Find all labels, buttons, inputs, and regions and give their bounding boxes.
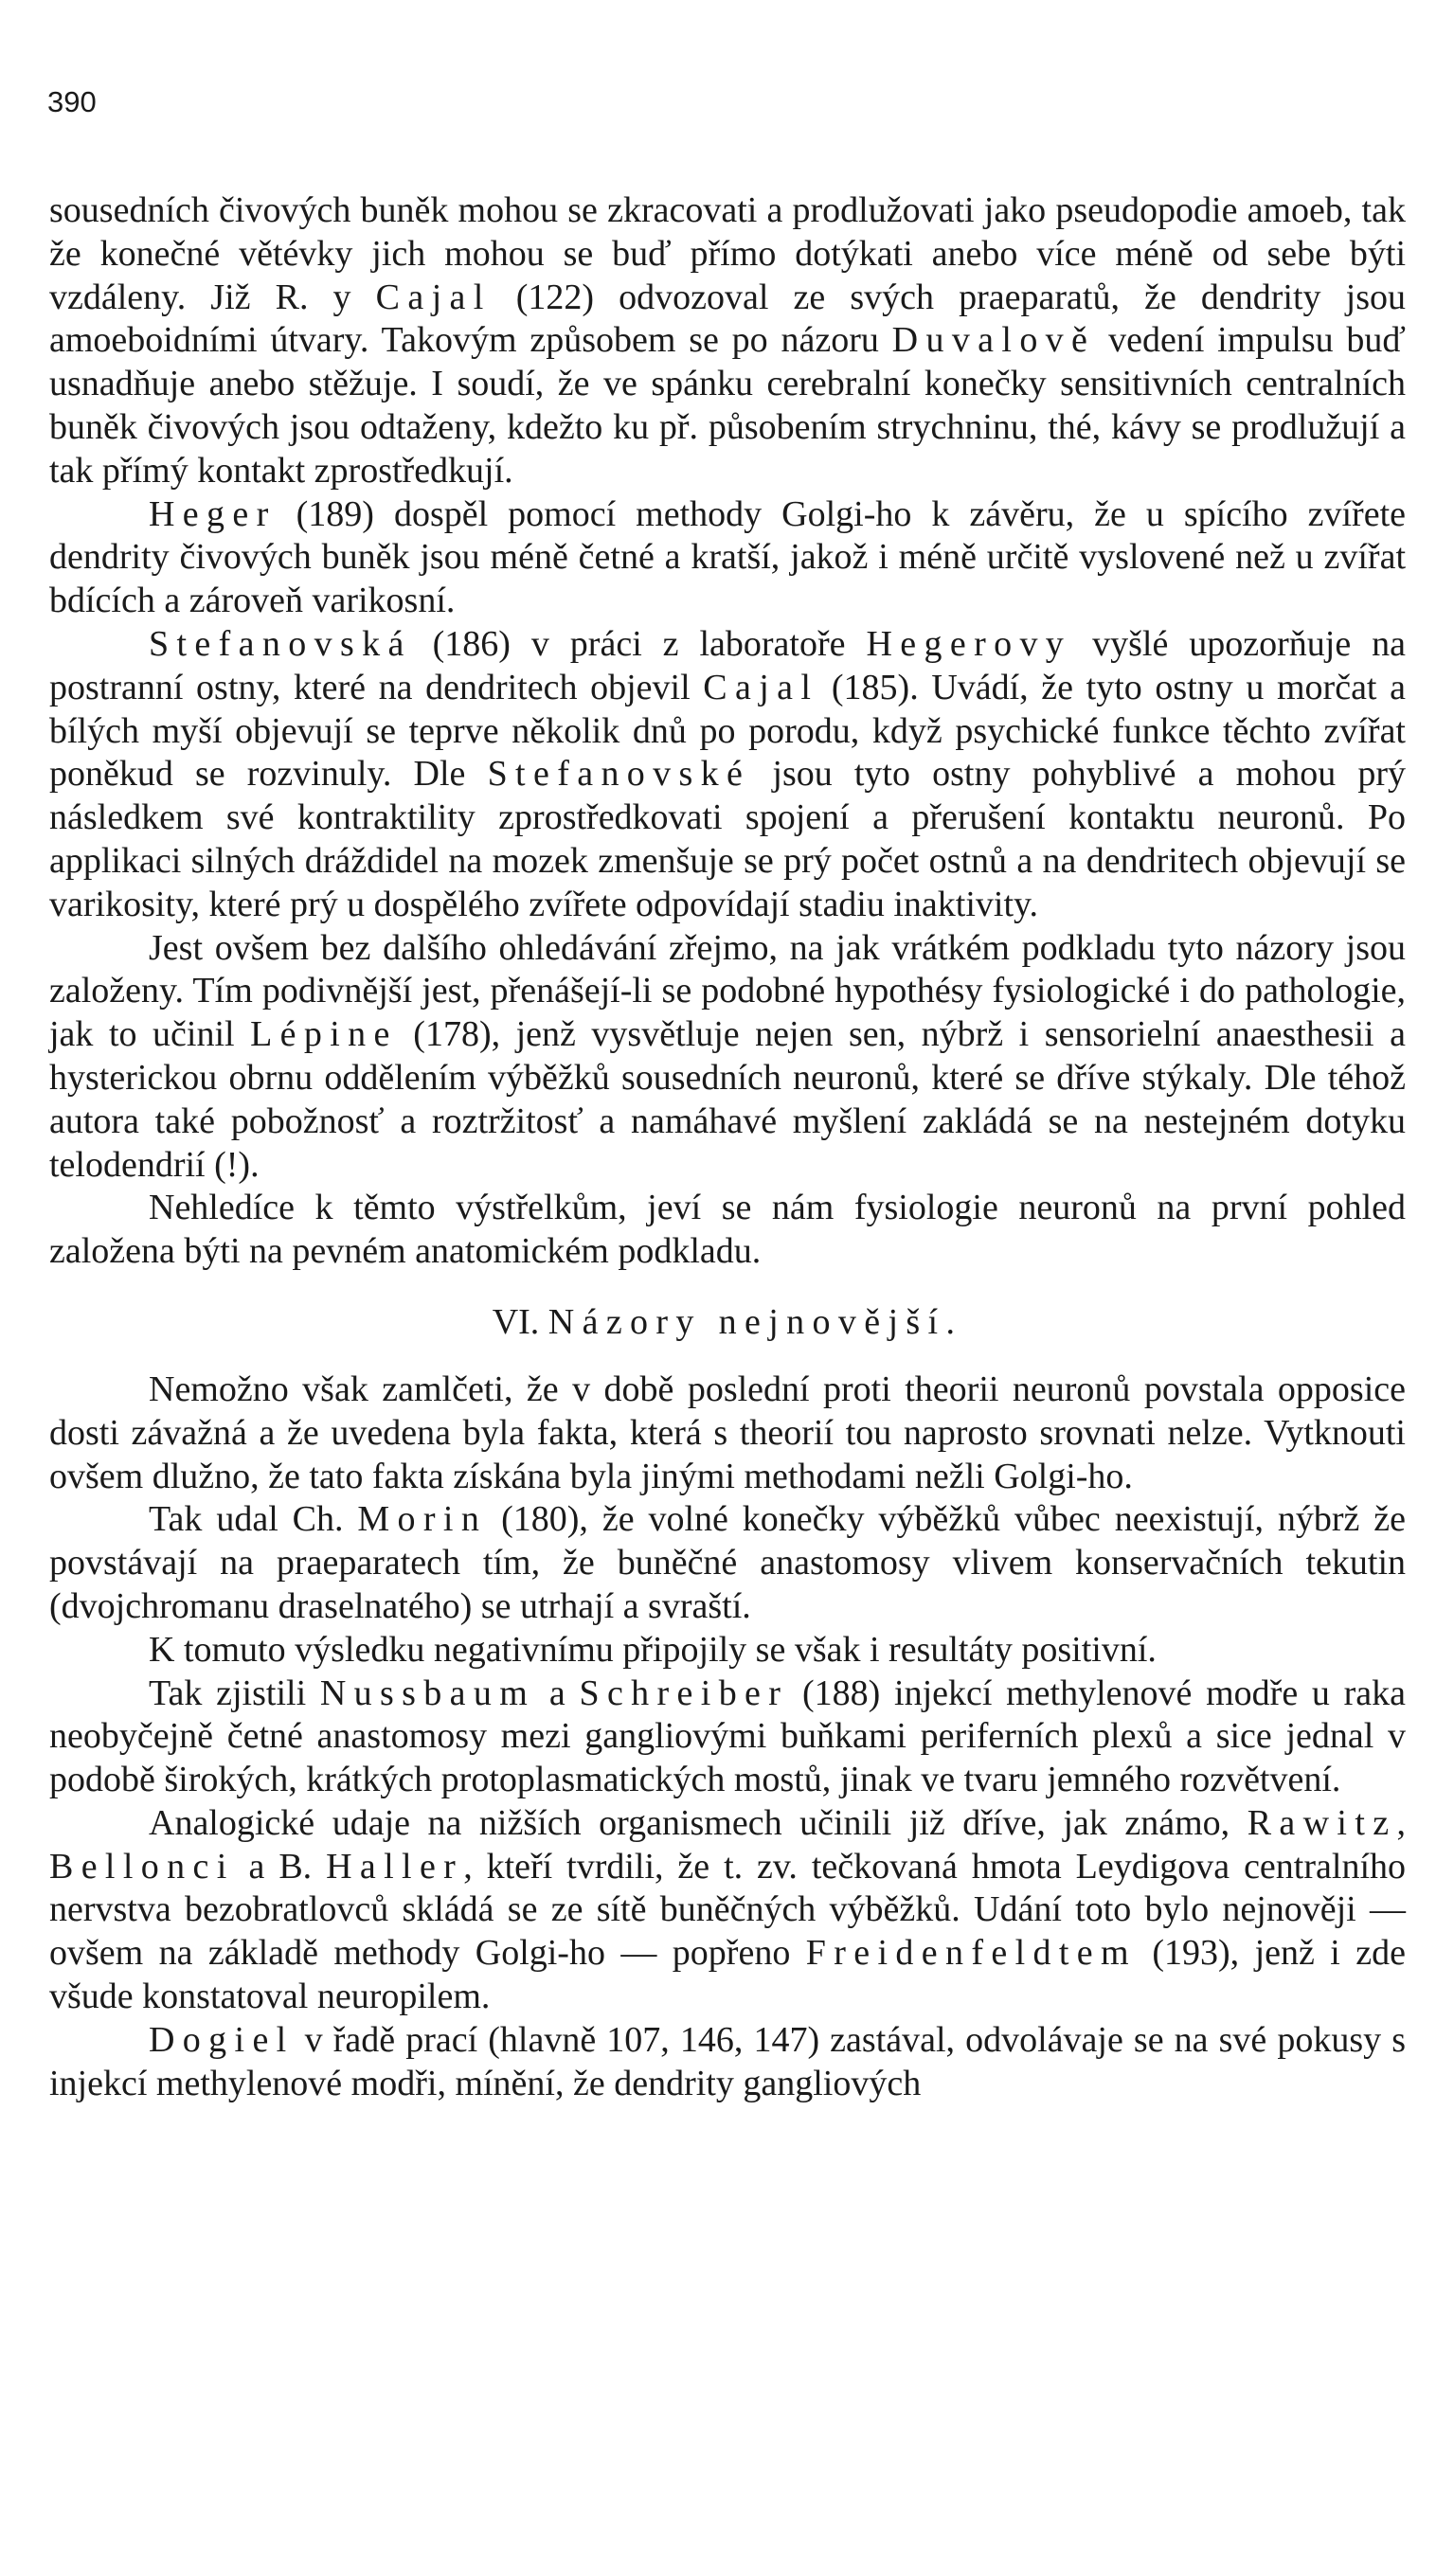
paragraph-10: Analogické udaje na nižších organismech učinili již dříve, jak známo, Rawitz, Bellonci a B. Haller, kteří tvrdili, že t. zv. tečkovaná hmota Leydigova centralního nervstva bezobratlovců skládá se ze sítě buněčných výběžků. Udání toto bylo nejnověji — ovšem na základě methody Golgi-ho — popřeno Freidenfeldtem (193), jenž i zde všude konstatoval neuropilem. [49, 1802, 1406, 2017]
page-number: 390 [47, 85, 97, 118]
author-name: Bellonci [49, 1846, 235, 1887]
paragraph-8: K tomuto výsledku negativnímu připojily se však i resultáty positivní. [149, 1629, 1157, 1670]
author-name: Cajal [375, 277, 492, 317]
author-name: Stefanovská [149, 623, 412, 664]
author-name: Rawitz [1247, 1802, 1397, 1843]
author-name: Nussbaum [319, 1673, 536, 1713]
paragraph-2: Heger (189) dospěl pomocí methody Golgi-ho k závěru, že u spícího zvířete dendrity čivových buněk jsou méně četné a kratší, jakož i méně určitě vyslovené než u zvířat bdících a zároveň varikosní. [49, 493, 1406, 621]
author-name: Hegerovy [866, 623, 1072, 664]
author-name: Morin [357, 1499, 488, 1540]
author-name: Dogiel [149, 2019, 295, 2060]
paragraph-7: Tak udal Ch. Morin (180), že volné konečky výběžků vůbec neexistují, nýbrž že povstávají na praeparatech tím, že buněčné anastomosy vlivem konservačních tekutin (dvojchromanu draselnatého) se utrhají a svraští. [49, 1499, 1406, 1626]
author-name: Stefanovské [487, 754, 751, 795]
paragraph-1: sousedních čivových buněk mohou se zkracovati a prodlužovati jako pseudopodie amoeb, tak že konečné větévky jich mohou se buď přímo dotýkati anebo více méně od sebe býti vzdáleny. Již R. y Cajal (122) odvozoval ze svých praeparatů, že dendrity jsou amoeboidními útvary. Takovým způsobem se po názoru Duvalově vedení impulsu buď usnadňuje anebo stěžuje. I soudí, že ve spánku cerebralní konečky sensitivních centralních buněk čivových jsou odtaženy, kdežto ku př. působením strychninu, thé, kávy se prodlužují a tak přímý kontakt zprostředkují. [49, 190, 1406, 491]
author-name: Haller [326, 1846, 464, 1887]
paragraph-11: Dogiel v řadě prací (hlavně 107, 146, 147) zastával, odvolávaje se na své pokusy s injekcí methylenové modři, mínění, že dendrity gangliových [49, 2019, 1406, 2103]
author-name: Freidenfeldtem [805, 1933, 1137, 1974]
paragraph-9: Tak zjistili Nussbaum a Schreiber (188) injekcí methylenové modře u raka neobyčejně četné anastomosy mezi gangliovými buňkami periferních plexů a sice jednal v podobě širokých, krátkých protoplasmatických mostů, jinak ve tvaru jemného rozvětvení. [49, 1673, 1406, 1800]
section-heading [49, 1300, 1406, 1344]
author-name: Schreiber [579, 1673, 789, 1713]
paragraph-3: Stefanovská (186) v práci z laboratoře Hegerovy vyšlé upozorňuje na postranní ostny, které na dendritech objevil Cajal (185). Uvádí, že tyto ostny u morčat a bílých myší objevují se teprve několik dnů po porodu, když psychické funkce těchto zvířat poněkud se rozvinuly. Dle Stefanovské jsou tyto ostny pohyblivé a mohou prý následkem své kontraktility zprostředkovati spojení a přerušení kontaktu neuronů. Po applikaci silných dráždidel na mozek zmenšuje se prý počet ostnů a na dendritech objevují se varikosity, které prý u dospělého zvířete odpovídají stadiu inaktivity. [49, 623, 1406, 924]
body-text [49, 189, 1406, 2105]
author-name: Cajal [703, 667, 819, 707]
paragraph-4: Jest ovšem bez dalšího ohledávání zřejmo, na jak vrátkém podkladu tyto názory jsou založeny. Tím podivnější jest, přenášejí-li se podobné hypothésy fysiologické i do pathologie, jak to učinil Lépine (178), jenž vysvětluje nejen sen, nýbrž i sensorielní anaesthesii a hysterickou obrnu oddělením výběžků sousedních neuronů, které se dříve stýkaly. Dle téhož autora také pobožnosť a roztržitosť a namáhavé myšlení zakládá se na nestejném dotyku telodendrií (!). [49, 927, 1407, 1185]
author-name: Lépine [250, 1014, 398, 1055]
section-title: Názory nejnovější. [547, 1301, 963, 1342]
paragraph-6: Nemožno však zamlčeti, že v době poslední proti theorii neuronů povstala opposice dosti závažná a že uvedena byla fakta, která s theorií tou naprosto srovnati nelze. Vytknouti ovšem dlužno, že tato fakta získána byla jinými methodami nežli Golgi-ho. [49, 1368, 1406, 1496]
paragraph-5: Nehledíce k těmto výstřelkům, jeví se nám fysiologie neuronů na první pohled založena býti na pevném anatomickém podkladu. [49, 1188, 1406, 1272]
author-name: Heger [149, 493, 277, 534]
author-name: Duvalově [891, 320, 1096, 361]
section-numeral: VI. [492, 1301, 540, 1342]
